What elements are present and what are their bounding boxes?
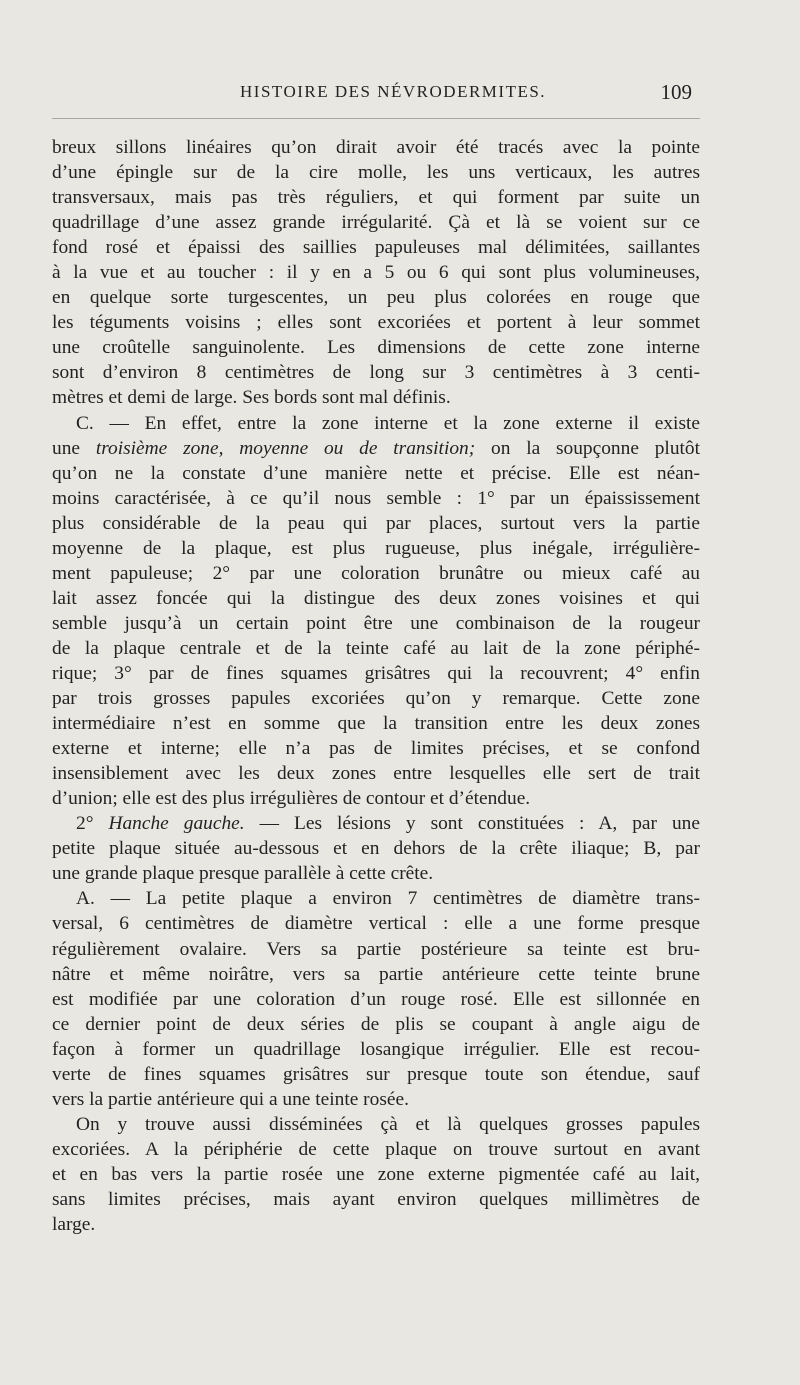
text-line-17: moyenne de la plaque, est plus rugueuse, plus inégale, irrégulière-	[52, 537, 700, 559]
text-line-38: verte de fines squames grisâtres sur presque toute son étendue, sauf	[52, 1063, 700, 1085]
text-line-42: et en bas vers la partie rosée une zone externe pigmentée café au lait,	[52, 1163, 700, 1185]
body-text	[52, 135, 700, 1237]
text-line-4: quadrillage d’une assez grande irrégularité. Çà et là se voient sur ce	[52, 212, 700, 234]
text-line-22: rique; 3° par de fines squames grisâtres qui la recouvrent; 4° enfin	[52, 662, 700, 684]
text-line-40	[52, 1112, 700, 1137]
text-line-25: externe et interne; elle n’a pas de limites précises, et se confond	[52, 738, 700, 760]
text-fragment: on la soupçonne plutôt	[475, 437, 700, 459]
text-fragment: 2°	[76, 813, 109, 835]
text-line-34: nâtre et même noirâtre, vers sa partie antérieure cette teinte brune	[52, 963, 700, 985]
text-fragment: On y trouve aussi disséminées çà et là quelques grosses papules	[76, 1113, 700, 1135]
text-line-20: semble jusqu’à un certain point être une combinaison de la rougeur	[52, 612, 700, 634]
text-line-7: en quelque sorte turgescentes, un peu plus colorées en rouge que	[52, 287, 700, 309]
text-line-30: une grande plaque presque parallèle à cette crête.	[52, 863, 434, 885]
text-line-37: façon à former un quadrillage losangique irrégulier. Elle est recou-	[52, 1038, 700, 1060]
text-line-8: les téguments voisins ; elles sont excoriées et portent à leur sommet	[52, 312, 700, 334]
text-line-29: petite plaque située au-dessous et en dehors de la crête iliaque; B, par	[52, 838, 700, 860]
text-line-1: breux sillons linéaires qu’on dirait avoir été tracés avec la pointe	[52, 137, 700, 158]
text-line-11: mètres et demi de large. Ses bords sont mal définis.	[52, 387, 451, 409]
text-line-28	[52, 811, 700, 836]
text-line-32: versal, 6 centimètres de diamètre vertical : elle a une forme presque	[52, 913, 700, 935]
text-fragment: A. — La petite plaque a environ 7 centimètres de diamètre trans-	[76, 888, 700, 910]
text-fragment: — Les lésions y sont constituées : A, par une	[244, 813, 700, 835]
italic-term: troisième zone, moyenne ou de transition;	[95, 437, 476, 459]
italic-heading: Hanche gauche.	[108, 813, 245, 835]
text-line-41: excoriées. A la périphérie de cette plaque on trouve surtout en avant	[52, 1138, 700, 1160]
text-line-23: par trois grosses papules excoriées qu’on y remarque. Cette zone	[52, 688, 700, 710]
text-line-5: fond rosé et épaissi des saillies papuleuses mal délimitées, saillantes	[52, 237, 700, 259]
text-line-36: ce dernier point de deux séries de plis se coupant à angle aigu de	[52, 1013, 700, 1035]
text-fragment: C. — En effet, entre la zone interne et la zone externe il existe	[76, 412, 700, 434]
text-line-21: de la plaque centrale et de la teinte café au lait de la zone périphé-	[52, 637, 700, 659]
header-rule	[52, 118, 700, 119]
text-line-19: lait assez foncée qui la distingue des deux zones voisines et qui	[52, 587, 700, 609]
text-line-27: d’union; elle est des plus irrégulières de contour et d’étendue.	[52, 788, 531, 810]
text-line-33: régulièrement ovalaire. Vers sa partie postérieure sa teinte est bru-	[52, 938, 700, 960]
text-line-10: sont d’environ 8 centimètres de long sur 3 centimètres à 3 centi-	[52, 362, 700, 384]
text-line-3: transversaux, mais pas très réguliers, et qui forment par suite un	[52, 187, 700, 209]
page-number: 109	[660, 80, 692, 104]
text-line-2: d’une épingle sur de la cire molle, les uns verticaux, les autres	[52, 162, 700, 184]
text-line-44: large.	[52, 1214, 96, 1236]
text-line-16: plus considérable de la peau qui par places, surtout vers la partie	[52, 512, 700, 534]
page-header	[52, 82, 700, 112]
text-line-9: une croûtelle sanguinolente. Les dimensions de cette zone interne	[52, 337, 700, 359]
text-line-43: sans limites précises, mais ayant environ quelques millimètres de	[52, 1188, 700, 1210]
text-line-39: vers la partie antérieure qui a une teinte rosée.	[52, 1088, 409, 1110]
text-fragment: une	[52, 437, 96, 459]
text-line-6: à la vue et au toucher : il y en a 5 ou 6 qui sont plus volumineuses,	[52, 262, 700, 284]
text-line-13	[52, 436, 700, 461]
text-line-12	[52, 411, 700, 436]
text-line-26: insensiblement avec les deux zones entre lesquelles elle sert de trait	[52, 763, 700, 785]
running-title: HISTOIRE DES NÉVRODERMITES.	[240, 82, 547, 101]
text-line-14: qu’on ne la constate d’une manière nette et précise. Elle est néan-	[52, 462, 700, 484]
text-line-24: intermédiaire n’est en somme que la transition entre les deux zones	[52, 713, 700, 735]
text-line-35: est modifiée par une coloration d’un rouge rosé. Elle est sillonnée en	[52, 988, 700, 1010]
text-line-15: moins caractérisée, à ce qu’il nous semble : 1° par un épaississement	[52, 487, 700, 509]
text-line-31	[52, 886, 700, 911]
text-line-18: ment papuleuse; 2° par une coloration brunâtre ou mieux café au	[52, 562, 700, 584]
